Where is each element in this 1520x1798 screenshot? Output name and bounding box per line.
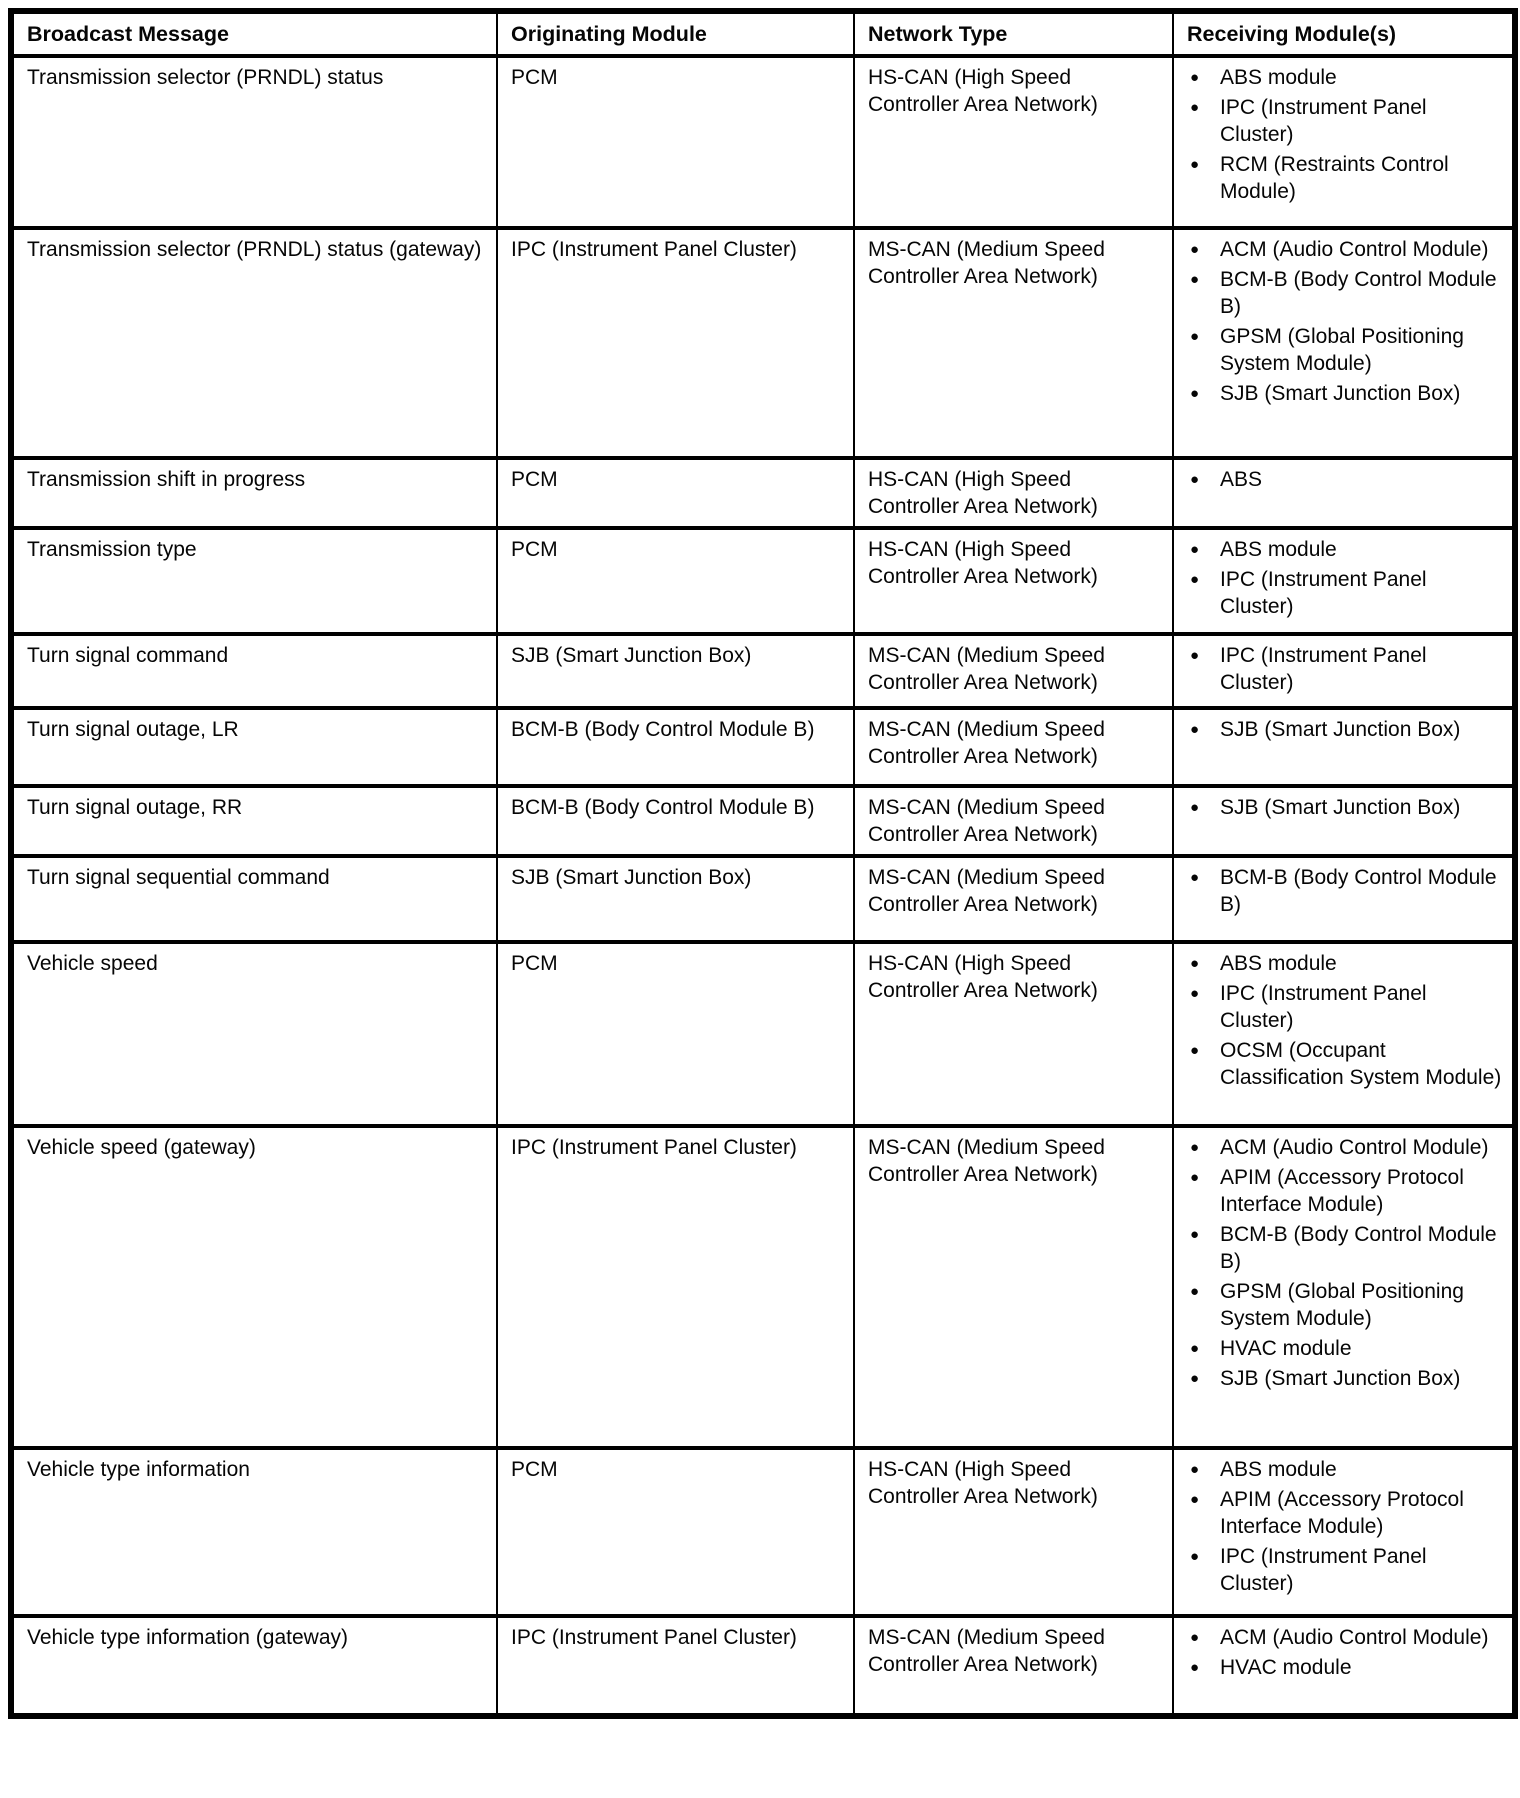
receiving-module-item <box>1187 94 1502 148</box>
table-row <box>11 1126 1515 1448</box>
cell-originating-module-text: IPC (Instrument Panel Cluster) <box>511 1136 797 1159</box>
receiving-modules-list <box>1187 950 1502 1091</box>
receiving-modules-list <box>1187 64 1502 205</box>
bullet-icon: ● <box>1190 1548 1200 1565</box>
receiving-modules-list <box>1187 794 1502 821</box>
bullet-icon: ● <box>1190 799 1200 816</box>
receiving-module-label: APIM (Accessory Protocol Interface Module) <box>1220 1166 1464 1216</box>
cell-receiving-modules <box>1173 458 1515 528</box>
cell-network-type <box>854 786 1173 856</box>
cell-originating-module <box>497 942 854 1126</box>
receiving-module-item <box>1187 794 1502 821</box>
cell-broadcast-message-text: Vehicle type information (gateway) <box>27 1626 348 1649</box>
cell-originating-module <box>497 708 854 786</box>
receiving-module-label: SJB (Smart Junction Box) <box>1220 796 1461 819</box>
receiving-module-label: ABS module <box>1220 538 1337 561</box>
cell-originating-module-text: PCM <box>511 66 558 89</box>
receiving-module-label: IPC (Instrument Panel Cluster) <box>1220 1545 1427 1595</box>
cell-network-type <box>854 228 1173 458</box>
receiving-module-item <box>1187 566 1502 620</box>
receiving-module-label: SJB (Smart Junction Box) <box>1220 718 1461 741</box>
receiving-module-item <box>1187 1278 1502 1332</box>
bullet-icon: ● <box>1190 985 1200 1002</box>
cell-network-type-text: MS-CAN (Medium Speed Controller Area Network) <box>868 1136 1105 1186</box>
cell-network-type-text: MS-CAN (Medium Speed Controller Area Network) <box>868 238 1105 288</box>
receiving-module-item <box>1187 1335 1502 1362</box>
cell-originating-module-text: PCM <box>511 1458 558 1481</box>
table-row <box>11 56 1515 228</box>
receiving-modules-list <box>1187 466 1502 493</box>
cell-receiving-modules <box>1173 228 1515 458</box>
cell-originating-module-text: BCM-B (Body Control Module B) <box>511 718 815 741</box>
cell-broadcast-message-text: Transmission selector (PRNDL) status (gateway) <box>27 238 482 261</box>
col-header-receiving-modules: Receiving Module(s) <box>1173 11 1515 56</box>
col-header-originating-module: Originating Module <box>497 11 854 56</box>
cell-network-type-text: HS-CAN (High Speed Controller Area Network) <box>868 538 1098 588</box>
cell-originating-module <box>497 458 854 528</box>
table-row <box>11 458 1515 528</box>
cell-receiving-modules <box>1173 856 1515 942</box>
cell-originating-module <box>497 1616 854 1716</box>
receiving-module-item <box>1187 1543 1502 1597</box>
cell-broadcast-message-text: Transmission selector (PRNDL) status <box>27 66 384 89</box>
receiving-modules-list <box>1187 642 1502 696</box>
cell-broadcast-message-text: Turn signal outage, LR <box>27 718 239 741</box>
receiving-module-label: HVAC module <box>1220 1656 1352 1679</box>
receiving-module-item <box>1187 1456 1502 1483</box>
receiving-module-item <box>1187 1164 1502 1218</box>
receiving-module-label: GPSM (Global Positioning System Module) <box>1220 325 1464 375</box>
bullet-icon: ● <box>1190 156 1200 173</box>
bullet-icon: ● <box>1190 99 1200 116</box>
receiving-module-item <box>1187 980 1502 1034</box>
cell-broadcast-message <box>11 228 497 458</box>
receiving-module-item <box>1187 1365 1502 1392</box>
table-row <box>11 634 1515 708</box>
cell-broadcast-message-text: Turn signal sequential command <box>27 866 330 889</box>
receiving-module-item <box>1187 266 1502 320</box>
cell-broadcast-message-text: Transmission shift in progress <box>27 468 306 491</box>
bullet-icon: ● <box>1190 1169 1200 1186</box>
receiving-module-label: GPSM (Global Positioning System Module) <box>1220 1280 1464 1330</box>
cell-network-type-text: HS-CAN (High Speed Controller Area Network) <box>868 66 1098 116</box>
receiving-module-item <box>1187 466 1502 493</box>
bullet-icon: ● <box>1190 69 1200 86</box>
receiving-module-item <box>1187 151 1502 205</box>
cell-network-type <box>854 856 1173 942</box>
cell-broadcast-message-text: Turn signal outage, RR <box>27 796 243 819</box>
cell-receiving-modules <box>1173 634 1515 708</box>
receiving-module-item <box>1187 1486 1502 1540</box>
bullet-icon: ● <box>1190 328 1200 345</box>
receiving-module-label: IPC (Instrument Panel Cluster) <box>1220 982 1427 1032</box>
cell-network-type <box>854 1448 1173 1616</box>
header-row <box>11 11 1515 56</box>
receiving-module-label: BCM-B (Body Control Module B) <box>1220 268 1497 318</box>
cell-receiving-modules <box>1173 56 1515 228</box>
cell-originating-module-text: IPC (Instrument Panel Cluster) <box>511 1626 797 1649</box>
receiving-module-item <box>1187 1134 1502 1161</box>
receiving-module-item <box>1187 950 1502 977</box>
cell-broadcast-message <box>11 56 497 228</box>
cell-broadcast-message <box>11 1616 497 1716</box>
cell-originating-module <box>497 1126 854 1448</box>
cell-broadcast-message-text: Vehicle type information <box>27 1458 250 1481</box>
cell-receiving-modules <box>1173 786 1515 856</box>
cell-broadcast-message <box>11 856 497 942</box>
cell-originating-module <box>497 856 854 942</box>
receiving-modules-list <box>1187 1624 1502 1681</box>
receiving-modules-list <box>1187 1456 1502 1597</box>
receiving-module-label: BCM-B (Body Control Module B) <box>1220 1223 1497 1273</box>
cell-originating-module <box>497 786 854 856</box>
receiving-module-label: ABS module <box>1220 952 1337 975</box>
bullet-icon: ● <box>1190 1139 1200 1156</box>
cell-originating-module-text: PCM <box>511 468 558 491</box>
receiving-module-label: BCM-B (Body Control Module B) <box>1220 866 1497 916</box>
receiving-module-label: IPC (Instrument Panel Cluster) <box>1220 568 1427 618</box>
receiving-module-label: OCSM (Occupant Classification System Module) <box>1220 1039 1502 1089</box>
receiving-module-item <box>1187 1221 1502 1275</box>
bullet-icon: ● <box>1190 541 1200 558</box>
receiving-module-label: SJB (Smart Junction Box) <box>1220 382 1461 405</box>
cell-broadcast-message <box>11 786 497 856</box>
receiving-modules-list <box>1187 864 1502 918</box>
cell-network-type <box>854 1126 1173 1448</box>
cell-receiving-modules <box>1173 708 1515 786</box>
cell-receiving-modules <box>1173 942 1515 1126</box>
bullet-icon: ● <box>1190 1629 1200 1646</box>
cell-broadcast-message <box>11 458 497 528</box>
receiving-module-label: HVAC module <box>1220 1337 1352 1360</box>
bullet-icon: ● <box>1190 1283 1200 1300</box>
cell-network-type-text: MS-CAN (Medium Speed Controller Area Network) <box>868 1626 1105 1676</box>
receiving-modules-list <box>1187 536 1502 620</box>
cell-network-type-text: HS-CAN (High Speed Controller Area Network) <box>868 952 1098 1002</box>
cell-network-type-text: MS-CAN (Medium Speed Controller Area Network) <box>868 644 1105 694</box>
bullet-icon: ● <box>1190 647 1200 664</box>
cell-originating-module-text: PCM <box>511 538 558 561</box>
cell-receiving-modules <box>1173 1616 1515 1716</box>
cell-broadcast-message <box>11 528 497 634</box>
cell-receiving-modules <box>1173 528 1515 634</box>
cell-originating-module-text: SJB (Smart Junction Box) <box>511 866 752 889</box>
cell-broadcast-message-text: Vehicle speed (gateway) <box>27 1136 256 1159</box>
cell-broadcast-message <box>11 942 497 1126</box>
cell-network-type <box>854 458 1173 528</box>
cell-originating-module-text: SJB (Smart Junction Box) <box>511 644 752 667</box>
table-row <box>11 708 1515 786</box>
receiving-modules-list <box>1187 1134 1502 1392</box>
receiving-module-item <box>1187 864 1502 918</box>
receiving-module-item <box>1187 236 1502 263</box>
bullet-icon: ● <box>1190 1491 1200 1508</box>
cell-originating-module <box>497 56 854 228</box>
bullet-icon: ● <box>1190 385 1200 402</box>
col-header-broadcast-message: Broadcast Message <box>11 11 497 56</box>
receiving-module-label: IPC (Instrument Panel Cluster) <box>1220 96 1427 146</box>
bullet-icon: ● <box>1190 955 1200 972</box>
receiving-module-item <box>1187 1654 1502 1681</box>
cell-originating-module <box>497 528 854 634</box>
cell-network-type-text: HS-CAN (High Speed Controller Area Network) <box>868 468 1098 518</box>
table-row <box>11 1448 1515 1616</box>
bullet-icon: ● <box>1190 1042 1200 1059</box>
receiving-module-item <box>1187 642 1502 696</box>
cell-network-type <box>854 1616 1173 1716</box>
cell-network-type-text: MS-CAN (Medium Speed Controller Area Network) <box>868 866 1105 916</box>
receiving-module-label: ACM (Audio Control Module) <box>1220 238 1489 261</box>
cell-broadcast-message-text: Transmission type <box>27 538 197 561</box>
cell-broadcast-message <box>11 708 497 786</box>
bullet-icon: ● <box>1190 1226 1200 1243</box>
receiving-module-label: APIM (Accessory Protocol Interface Module) <box>1220 1488 1464 1538</box>
cell-broadcast-message-text: Turn signal command <box>27 644 229 667</box>
bullet-icon: ● <box>1190 571 1200 588</box>
cell-originating-module-text: PCM <box>511 952 558 975</box>
cell-network-type <box>854 634 1173 708</box>
cell-broadcast-message <box>11 1126 497 1448</box>
cell-network-type <box>854 942 1173 1126</box>
can-broadcast-message-table <box>8 8 1518 1719</box>
cell-network-type <box>854 528 1173 634</box>
table-row <box>11 786 1515 856</box>
cell-network-type-text: MS-CAN (Medium Speed Controller Area Network) <box>868 796 1105 846</box>
bullet-icon: ● <box>1190 869 1200 886</box>
receiving-module-label: SJB (Smart Junction Box) <box>1220 1367 1461 1390</box>
receiving-module-label: ACM (Audio Control Module) <box>1220 1136 1489 1159</box>
cell-receiving-modules <box>1173 1448 1515 1616</box>
bullet-icon: ● <box>1190 1659 1200 1676</box>
receiving-module-item <box>1187 716 1502 743</box>
bullet-icon: ● <box>1190 241 1200 258</box>
table-row <box>11 1616 1515 1716</box>
cell-receiving-modules <box>1173 1126 1515 1448</box>
cell-originating-module-text: IPC (Instrument Panel Cluster) <box>511 238 797 261</box>
receiving-modules-list <box>1187 236 1502 407</box>
receiving-module-item <box>1187 323 1502 377</box>
cell-broadcast-message-text: Vehicle speed <box>27 952 158 975</box>
cell-network-type-text: HS-CAN (High Speed Controller Area Network) <box>868 1458 1098 1508</box>
receiving-module-item <box>1187 1624 1502 1651</box>
receiving-module-label: ABS module <box>1220 66 1337 89</box>
table-row <box>11 528 1515 634</box>
cell-originating-module-text: BCM-B (Body Control Module B) <box>511 796 815 819</box>
table-row <box>11 228 1515 458</box>
cell-broadcast-message <box>11 1448 497 1616</box>
cell-originating-module <box>497 228 854 458</box>
receiving-module-label: ABS module <box>1220 1458 1337 1481</box>
cell-network-type-text: MS-CAN (Medium Speed Controller Area Network) <box>868 718 1105 768</box>
cell-broadcast-message <box>11 634 497 708</box>
bullet-icon: ● <box>1190 1340 1200 1357</box>
col-header-network-type: Network Type <box>854 11 1173 56</box>
cell-originating-module <box>497 634 854 708</box>
table-row <box>11 856 1515 942</box>
cell-originating-module <box>497 1448 854 1616</box>
bullet-icon: ● <box>1190 1461 1200 1478</box>
receiving-module-label: ABS <box>1220 468 1263 491</box>
bullet-icon: ● <box>1190 1370 1200 1387</box>
bullet-icon: ● <box>1190 471 1200 488</box>
receiving-module-label: ACM (Audio Control Module) <box>1220 1626 1489 1649</box>
receiving-module-item <box>1187 380 1502 407</box>
receiving-module-label: IPC (Instrument Panel Cluster) <box>1220 644 1427 694</box>
receiving-modules-list <box>1187 716 1502 743</box>
cell-network-type <box>854 56 1173 228</box>
bullet-icon: ● <box>1190 271 1200 288</box>
cell-network-type <box>854 708 1173 786</box>
table-row <box>11 942 1515 1126</box>
receiving-module-item <box>1187 1037 1502 1091</box>
receiving-module-label: RCM (Restraints Control Module) <box>1220 153 1449 203</box>
receiving-module-item <box>1187 536 1502 563</box>
bullet-icon: ● <box>1190 721 1200 738</box>
receiving-module-item <box>1187 64 1502 91</box>
